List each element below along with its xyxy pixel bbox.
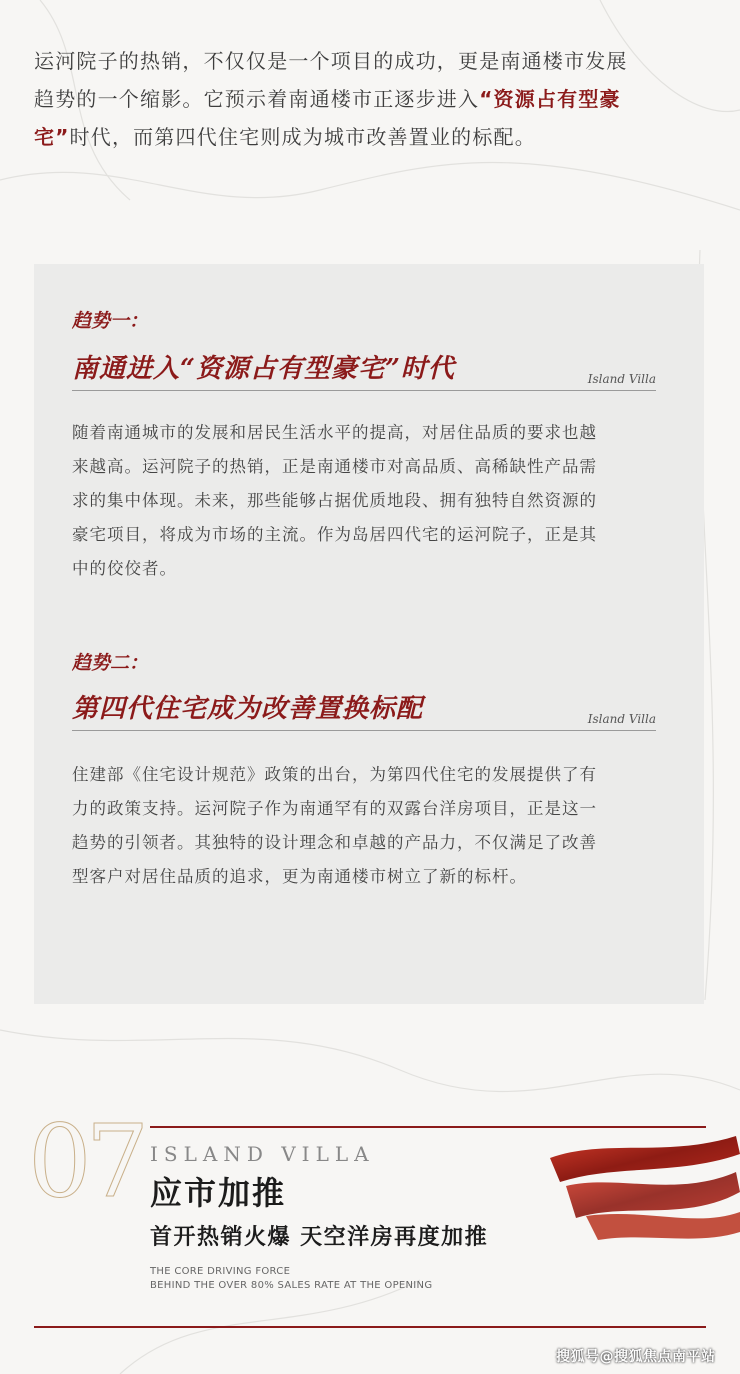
- footer-en-line-2: BEHIND THE OVER 80% SALES RATE AT THE OPENING: [150, 1280, 433, 1291]
- intro-line-2: 趋势的一个缩影。它预示着南通楼市正逐步进入: [34, 87, 480, 111]
- trends-card: [34, 264, 704, 1004]
- trend-1-line: 随着南通城市的发展和居民生活水平的提高，对居住品质的要求也越: [72, 423, 597, 442]
- intro-highlight-2: 宅”: [34, 125, 70, 149]
- intro-line-1: 运河院子的热销，不仅仅是一个项目的成功，更是南通楼市发展: [34, 49, 628, 73]
- trend-1-line: 豪宅项目，将成为市场的主流。作为岛居四代宅的运河院子，正是其: [72, 525, 597, 544]
- trend-2-divider: [72, 730, 656, 731]
- trend-1-body: [72, 416, 672, 586]
- trend-2-line: 力的政策支持。运河院子作为南通罕有的双露台洋房项目，正是这一: [72, 799, 597, 818]
- footer-title: 应市加推: [150, 1174, 287, 1212]
- trend-1-line: 来越高。运河院子的热销，正是南通楼市对高品质、高稀缺性产品需: [72, 457, 597, 476]
- intro-line-3: 时代，而第四代住宅则成为城市改善置业的标配。: [69, 125, 536, 149]
- trend-2-line: 趋势的引领者。其独特的设计理念和卓越的产品力，不仅满足了改善: [72, 833, 597, 852]
- trend-2-line: 住建部《住宅设计规范》政策的出台，为第四代住宅的发展提供了有: [72, 765, 597, 784]
- footer-subtitle: 首开热销火爆 天空洋房再度加推: [150, 1224, 489, 1250]
- intro-paragraph: [34, 42, 714, 156]
- footer-bottom-rule: [34, 1326, 706, 1328]
- intro-highlight-1: “资源占有型豪: [479, 87, 621, 111]
- trend-2-line: 型客户对居住品质的追求，更为南通楼市树立了新的标杆。: [72, 867, 527, 886]
- brand-wordmark: ISLAND VILLA: [150, 1142, 375, 1166]
- trend-1-title: 南通进入“资源占有型豪宅”时代: [72, 354, 455, 384]
- trend-1-line: 求的集中体现。未来，那些能够占据优质地段、拥有独特自然资源的: [72, 491, 597, 510]
- trend-2-body: [72, 758, 672, 894]
- trend-2-title: 第四代住宅成为改善置换标配: [72, 694, 424, 724]
- red-ribbon-graphic: [546, 1128, 740, 1248]
- trend-1-tag: Island Villa: [587, 372, 656, 386]
- trend-1-divider: [72, 390, 656, 391]
- watermark: 搜狐号@搜狐焦点南平站: [556, 1349, 716, 1365]
- trend-1-label: 趋势一：: [72, 310, 149, 332]
- footer-en-line-1: THE CORE DRIVING FORCE: [150, 1266, 291, 1277]
- trend-2-tag: Island Villa: [587, 712, 656, 726]
- trend-1-line: 中的佼佼者。: [72, 559, 177, 578]
- section-number: 07: [28, 1103, 144, 1220]
- trend-2-label: 趋势二：: [72, 652, 149, 674]
